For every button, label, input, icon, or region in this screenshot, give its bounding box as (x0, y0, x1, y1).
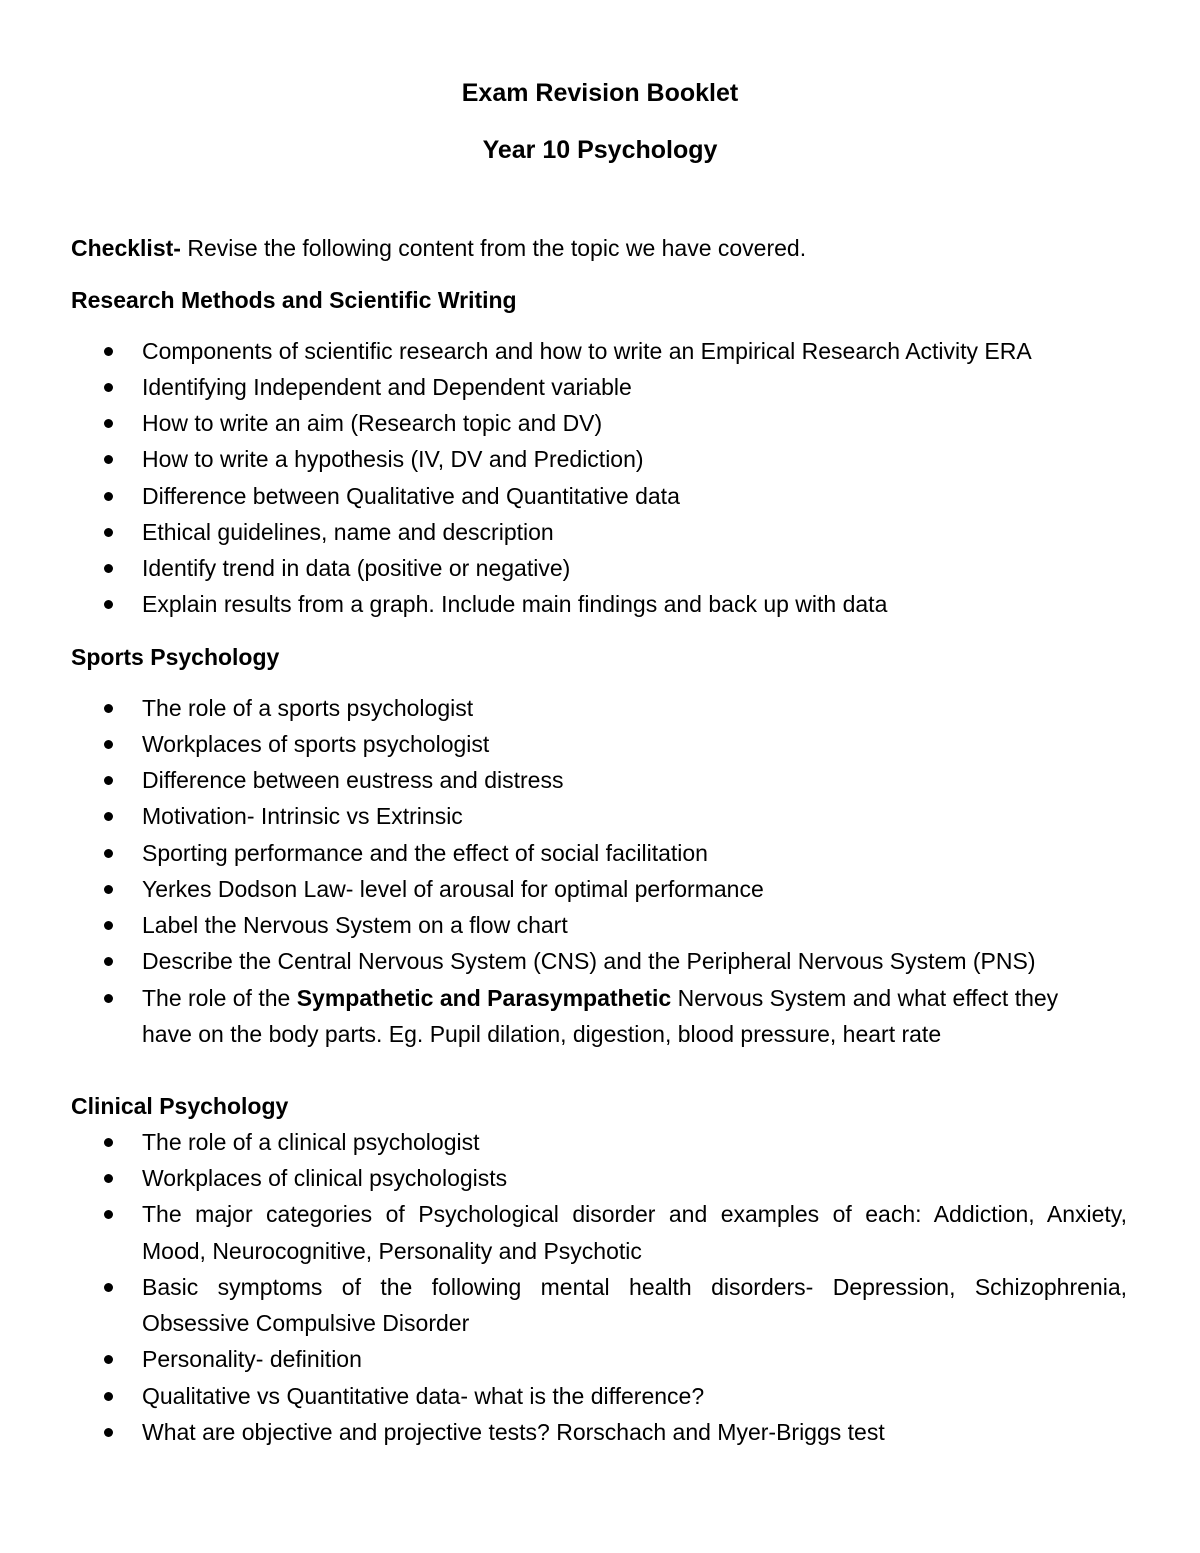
list-item: Identifying Independent and Dependent variable (0, 372, 1200, 402)
document-title: Exam Revision Booklet (461, 79, 739, 107)
bullet-icon (104, 740, 113, 749)
list-item-continuation: have on the body parts. Eg. Pupil dilation, digestion, blood pressure, heart rate (142, 1021, 942, 1047)
list-item: Sporting performance and the effect of social facilitation (0, 838, 1200, 868)
bullet-icon (104, 1428, 113, 1437)
list-item: Qualitative vs Quantitative data- what is the difference? (0, 1381, 1200, 1411)
bullet-icon (104, 492, 113, 501)
list-item: The role of a sports psychologist (0, 693, 1200, 723)
list-item: How to write an aim (Research topic and DV) (0, 408, 1200, 438)
bullet-icon (104, 1283, 113, 1292)
bullet-icon (104, 1392, 113, 1401)
bullet-icon (104, 957, 113, 966)
list-item-continuation: Obsessive Compulsive Disorder (142, 1310, 470, 1336)
checklist-line (71, 233, 806, 263)
list-item: Explain results from a graph. Include main findings and back up with data (0, 589, 1200, 619)
bullet-icon (104, 776, 113, 785)
bullet-icon (104, 994, 113, 1003)
list-item: Components of scientific research and how to write an Empirical Research Activity ERA (0, 336, 1200, 366)
list-item: Describe the Central Nervous System (CNS) and the Peripheral Nervous System (PNS) (0, 946, 1200, 976)
bullet-icon (104, 347, 113, 356)
bullet-icon (104, 1355, 113, 1364)
emphasis-text: Sympathetic and Parasympathetic (296, 985, 672, 1011)
list-item: Personality- definition (0, 1344, 1200, 1374)
list-item: The role of the Sympathetic and Parasympathetic Nervous System and what effect they (0, 983, 1200, 1013)
section-heading-sports: Sports Psychology (71, 644, 280, 670)
list-item-continuation: Mood, Neurocognitive, Personality and Psychotic (142, 1238, 642, 1264)
list-item: The major categories of Psychological disorder and examples of each: Addiction, Anxiety, (0, 1199, 1200, 1229)
bullet-icon (104, 455, 113, 464)
list-item: Difference between eustress and distress (0, 765, 1200, 795)
bullet-icon (104, 419, 113, 428)
list-item: Workplaces of clinical psychologists (0, 1163, 1200, 1193)
document-subtitle: Year 10 Psychology (482, 136, 718, 164)
list-item: Yerkes Dodson Law- level of arousal for optimal performance (0, 874, 1200, 904)
checklist-text: Revise the following content from the topic we have covered. (180, 235, 807, 261)
list-item: Basic symptoms of the following mental health disorders- Depression, Schizophrenia, (0, 1272, 1200, 1302)
list-item: Motivation- Intrinsic vs Extrinsic (0, 801, 1200, 831)
bullet-icon (104, 921, 113, 930)
bullet-icon (104, 528, 113, 537)
bullet-icon (104, 1138, 113, 1147)
list-item: Difference between Qualitative and Quantitative data (0, 481, 1200, 511)
list-item: Ethical guidelines, name and description (0, 517, 1200, 547)
bullet-icon (104, 885, 113, 894)
section-heading-research: Research Methods and Scientific Writing (71, 287, 517, 313)
list-item: Workplaces of sports psychologist (0, 729, 1200, 759)
list-item: Label the Nervous System on a flow chart (0, 910, 1200, 940)
bullet-icon (104, 704, 113, 713)
section-heading-clinical: Clinical Psychology (71, 1093, 289, 1119)
bullet-icon (104, 1210, 113, 1219)
list-item: What are objective and projective tests? Rorschach and Myer-Briggs test (0, 1417, 1200, 1447)
bullet-icon (104, 600, 113, 609)
list-item: How to write a hypothesis (IV, DV and Prediction) (0, 444, 1200, 474)
bullet-icon (104, 812, 113, 821)
bullet-icon (104, 849, 113, 858)
bullet-icon (104, 1174, 113, 1183)
checklist-label: Checklist- (71, 235, 181, 261)
list-item: Identify trend in data (positive or negative) (0, 553, 1200, 583)
bullet-icon (104, 383, 113, 392)
list-item: The role of a clinical psychologist (0, 1127, 1200, 1157)
bullet-icon (104, 564, 113, 573)
